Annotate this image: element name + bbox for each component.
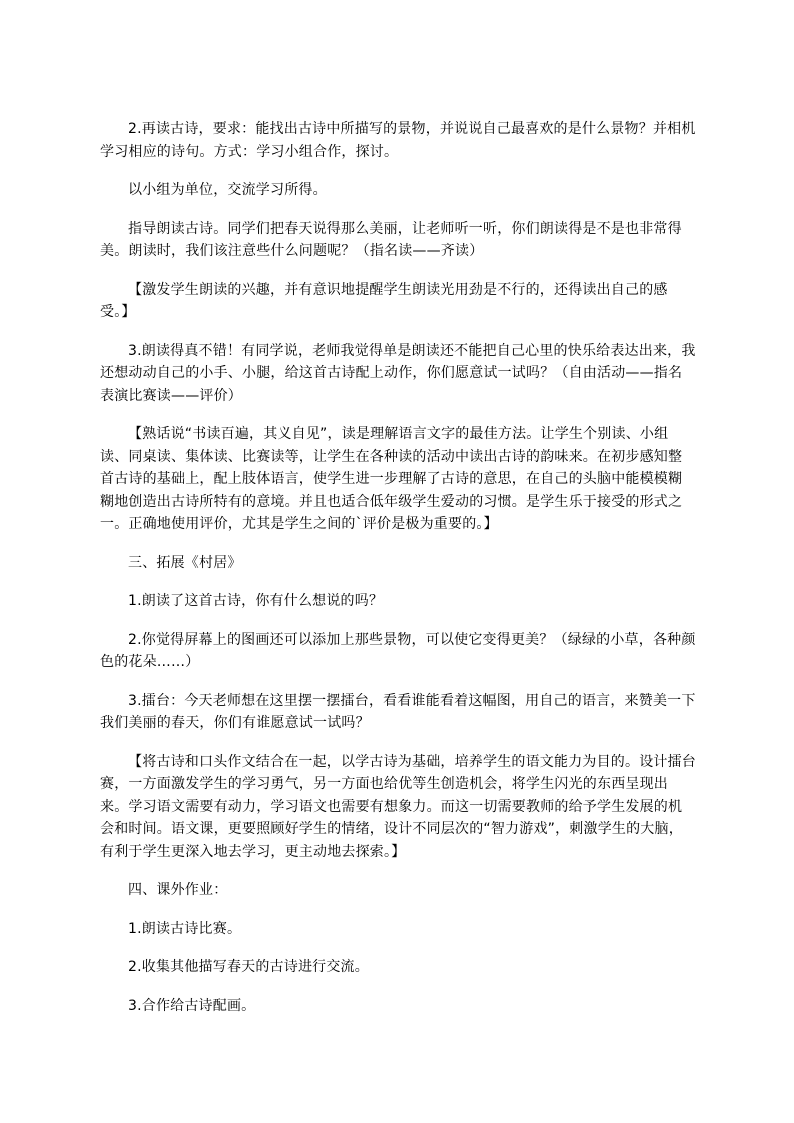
paragraph-reading-actions: 3.朗读得真不错！有同学说，老师我觉得单是朗读还不能把自己心里的快乐给表达出来，我还想动动自己的小手、小腿，给这首古诗配上动作，你们愿意试一试吗？（自由活动——指名表演比赛读——评价） [100,342,696,404]
paragraph-homework-item-1: 1.朗读古诗比赛。 [128,920,242,937]
paragraph-extension-item-1: 1.朗读了这首古诗，你有什么想说的吗？ [128,593,384,609]
paragraph-group-exchange: 以小组为单位，交流学习所得。 [128,182,327,198]
paragraph-note-oral-composition: 【将古诗和口头作文结合在一起，以学古诗为基础，培养学生的语文能力为目的。设计擂台赛，一方面激发学生的学习勇气，另一方面也给优等生创造机会，将学生闪光的东西呈现出来。学习语文需要有动力，学习语文也需要有想象力。而这一切需要教师的给予学生发展的机会和时间。语文课，更要照顾好学生的情绪，设计不同层次的“智力游戏”，刺激学生的大脑，有利于学生更深入地去学习，更主动地去探索。】 [100,753,696,860]
section-heading-homework: 四、课外作业： [128,882,228,898]
document-page [100,118,696,1033]
paragraph-guided-reading: 指导朗读古诗。同学们把春天说得那么美丽，让老师听一听，你们朗读得是不是也非常得美。朗读时，我们该注意些什么问题呢？（指名读——齐读） [100,220,682,259]
paragraph-extension-item-2: 2.你觉得屏幕上的图画还可以添加上那些景物，可以使它变得更美？（绿绿的小草，各种颜色的花朵……） [100,631,696,670]
paragraph-reread-poem: 2.再读古诗，要求：能找出古诗中所描写的景物，并说说自己最喜欢的是什么景物？并相机学习相应的诗句。方式：学习小组合作，探讨。 [100,121,696,160]
paragraph-homework-item-3: 3.合作给古诗配画。 [128,997,256,1014]
paragraph-homework-item-2: 2.收集其他描写春天的古诗进行交流。 [128,959,369,975]
section-heading-extension: 三、拓展《村居》 [128,554,242,571]
paragraph-note-reading-interest: 【激发学生朗读的兴趣，并有意识地提醒学生朗读光用劲是不行的，还得读出自己的感受。】 [100,281,668,320]
paragraph-note-reading-method: 【熟话说“书读百遍，其义自见”，读是理解语言文字的最佳方法。让学生个别读、小组读、同桌读、集体读、比赛读等，让学生在各种读的活动中读出古诗的韵味来。在初步感知整首古诗的基础上，配上肢体语言，使学生进一步理解了古诗的意思，在自己的头脑中能模模糊糊地创造出古诗所特有的意境。并且也适合低年级学生爱动的习惯。是学生乐于接受的形式之一。正确地使用评价，尤其是学生之间的`评价是极为重要的。】 [100,426,683,532]
paragraph-extension-item-3: 3.擂台：今天老师想在这里摆一摆擂台，看看谁能看着这幅图，用自己的语言，来赞美一下我们美丽的春天，你们有谁愿意试一试吗？ [100,692,696,731]
